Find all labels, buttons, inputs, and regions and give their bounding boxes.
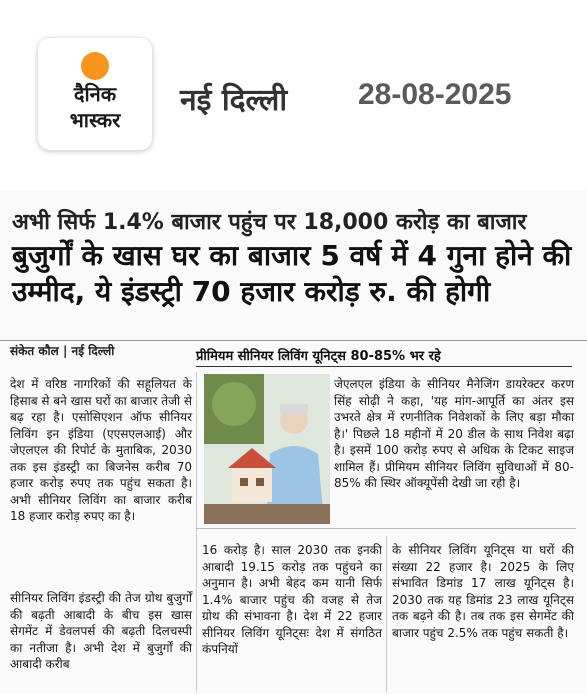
column-divider bbox=[386, 536, 387, 692]
divider bbox=[0, 340, 587, 341]
column-divider bbox=[196, 372, 197, 692]
article-column-4: के सीनियर लिविंग यूनिट्स या घरों की संख्या 22 हजार है। 2025 के लिए संभावित डिमांड 17 लाख यूनिट्स है। 2030 तक यह डिमांड 23 लाख यूनिट्स तक बढ़ने की है। तब तक इस सेगमेंट की बाजार पहुंच 2.5% तक पहुंच सकती है। bbox=[392, 543, 574, 640]
edition-city: नई दिल्ली bbox=[180, 83, 288, 118]
article-subheading bbox=[196, 346, 570, 366]
article-photo bbox=[204, 374, 330, 524]
article-column-1: देश में वरिष्ठ नागरिकों की सहूलियत के हिसाब से बने खास घरों का बाजार तेजी से बढ़ रहा है। एसोसिएशन ऑफ सीनियर लिविंग इन इंडिया (एएसएलआई) और जेएलएल की रिपोर्ट के मुताबिक, 2030 तक इस इंडस्ट्री का बिजनेस करीब 70 हजार करोड़ रुपए तक पहुंच सकता है। अभी सीनियर लिविंग का बाजार करीब 18 हजार करोड़ रुपए का है। bbox=[10, 377, 193, 523]
logo-text-line2: भास्कर bbox=[69, 108, 121, 132]
dainik-bhaskar-logo[interactable] bbox=[38, 38, 152, 150]
article-column-1-continued: सीनियर लिविंग इंडस्ट्री की तेज ग्रोथ बुजुर्गों की बढ़ती आबादी के बीच इस खास सेगमेंट में डेवलपर्स की बढ़ती दिलचस्पी का नतीजा है। अभी देश में बुजुर्गों की आबादी करीब bbox=[10, 591, 192, 671]
photo-illustration bbox=[204, 374, 330, 524]
sun-icon bbox=[81, 52, 109, 80]
subheading-text: प्रीमियम सीनियर लिविंग यूनिट्स 80-85% भर रहे bbox=[196, 349, 441, 364]
app-header bbox=[0, 0, 587, 190]
article-column-3: 16 करोड़ है। साल 2030 तक इनकी आबादी 19.15 करोड़ तक पहुंचने का अनुमान है। अभी बेहद कम यानी सिर्फ 1.4% बाजार पहुंच की वजह से तेज ग्रोथ की संभावना है। देश में 22 हजार सीनियर लिविंग यूनिट्सः देश में संगठित कंपनियों bbox=[202, 543, 382, 656]
article-column-2: जेएलएल इंडिया के सीनियर मैनेजिंग डायरेक्टर करण सिंह सोढ़ी ने कहा, 'यह मांग-आपूर्ति का अंतर इस उभरते क्षेत्र में रणनीतिक निवेशकों के लिए बड़ा मौका है।' पिछले 18 महीनों में 20 डील के साथ निवेश बढ़ा है। इसमें 100 करोड़ रुपए से अधिक के टिकट साइज शामिल हैं। प्रीमियम सीनियर लिविंग सुविधाओं में 80-85% की स्थिर ऑक्यूपेंसी देखी जा रही है। bbox=[334, 377, 574, 490]
article-byline: संकेत कौल | नई दिल्ली bbox=[10, 344, 115, 358]
article-headline: बुजुर्गों के खास घर का बाजार 5 वर्ष में 4 गुना होने की उम्मीद, ये इंडस्ट्री 70 हजार करोड़ रु. की होगी bbox=[12, 239, 572, 308]
edition-date: 28-08-2025 bbox=[358, 78, 512, 111]
divider bbox=[196, 366, 572, 367]
divider bbox=[196, 528, 576, 529]
article-kicker: अभी सिर्फ 1.4% बाजार पहुंच पर 18,000 करोड़ का बाजार bbox=[12, 210, 527, 235]
logo-text-line1: दैनिक bbox=[73, 82, 117, 106]
